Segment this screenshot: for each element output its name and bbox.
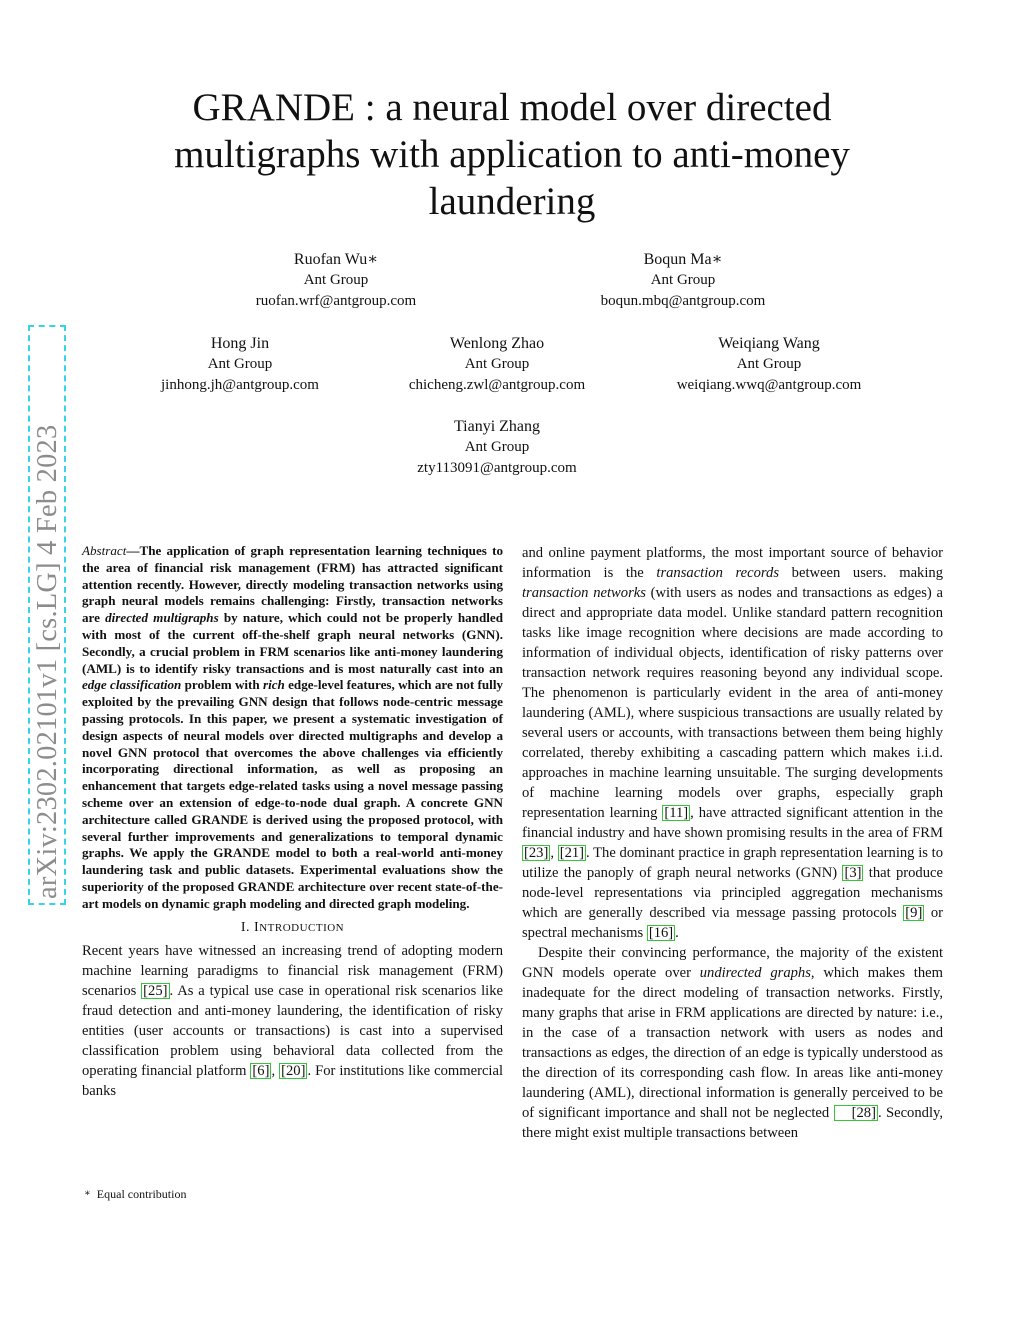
arxiv-stamp[interactable]: arXiv:2302.02101v1 [cs.LG] 4 Feb 2023 [28,325,66,905]
author-email: ruofan.wrf@antgroup.com [255,293,417,309]
citation-link[interactable]: [16] [648,925,674,941]
citation-link[interactable]: [28] [834,1105,878,1121]
author-block [384,333,610,396]
author-email: jinhong.jh@antgroup.com [161,377,319,393]
right-column [522,543,943,1143]
author-email: weiqiang.wwq@antgroup.com [676,377,862,393]
author-email: chicheng.zwl@antgroup.com [408,377,586,393]
author-name: Boqun Ma∗ [643,251,723,268]
abstract: Abstract—The application of graph representation learning techniques to the area of financial risk management (FRM) has attracted significant attention recently. However, directly modeling transaction networks using graph neural models remains challenging: Firstly, transaction networks are directed multigraphs by nature, which could not be properly handled with most of the current off-the-shelf graph neural networks (GNN). Secondly, a crucial problem in FRM scenarios like anti-money laundering (AML) is to identify risky transactions and is most naturally cast into an edge classification problem with rich edge-level features, which are not fully exploited by the prevailing GNN design that follows node-centric message passing protocols. In this paper, we present a systematic investigation of design aspects of neural models over directed multigraphs and develop a novel GNN protocol that overcomes the above challenges via efficiently incorporating directional information, as well as proposing an enhancement that targets edge-related tasks using a novel message passing scheme over an extension of edge-to-node dual graph. A concrete GNN architecture called GRANDE is derived using the proposed protocol, with several further improvements and generalizations to temporal dynamic graphs. We apply the GRANDE model to both a real-world anti-money laundering task and public datasets. Experimental evaluations show the superiority of the proposed GRANDE architecture over recent state-of-the-art models on dynamic graph modeling and directed graph modeling. [82,543,504,911]
paper-title: GRANDE : a neural model over directed multigraphs with application to anti-money laundering [174,86,850,223]
author-email: zty113091@antgroup.com [417,460,577,476]
author-affiliation: Ant Group [464,356,530,372]
abstract-lead: Abstract [82,543,127,558]
footnote [82,1186,186,1202]
body-paragraph: Despite their convincing performance, the majority of the existent GNN models operate over undirected graphs, which makes them inadequate for the direct modeling of transaction networks. Firstly, many graphs that arise in FRM applications are directed by nature: i.e., in the case of a transaction network with users as nodes and transactions as edges, the direction of an edge is typically understood as the direction of its corresponding cash flow. In areas like anti-money laundering (AML), directional information is generally perceived to be of significant importance and shall not be neglected [28] . Secondly, there might exist multiple transactions between [522,945,944,1141]
author-name: Hong Jin [210,335,270,352]
author-name: Wenlong Zhao [449,335,545,352]
author-email: boqun.mbq@antgroup.com [600,293,766,309]
author-block [572,249,794,312]
author-affiliation: Ant Group [303,272,369,288]
citation-link[interactable]: [20] [281,1062,306,1079]
author-block [652,333,886,396]
left-column [82,543,503,1101]
footnote-mark: ∗ [84,1188,91,1199]
citation-link[interactable]: [3] [844,865,862,881]
citation-link[interactable]: [25] [143,982,168,999]
author-affiliation: Ant Group [207,356,273,372]
citation-link[interactable]: [23] [524,845,549,861]
citation-link[interactable]: [11] [664,805,689,821]
author-affiliation: Ant Group [736,356,802,372]
author-name: Weiqiang Wang [718,335,820,352]
author-name: Tianyi Zhang [453,418,541,435]
footnote-text: Equal contribution [96,1187,187,1201]
section-heading-introduction: I. INTRODUCTION [240,919,345,935]
intro-paragraph: Recent years have witnessed an increasing trend of adopting modern machine learning paradigms to financial risk management (FRM) scenarios [25] . As a typical use case in operational risk scenarios like fraud detection and anti-money laundering, the identification of risky entities (user accounts or transactions) is cast into a supervised classification problem using behavioral data collected from the operating financial platform [6] , [20] . For institutions like commercial banks [82,942,504,1099]
citation-link[interactable]: [21] [559,845,585,861]
author-block [236,249,436,312]
author-block [397,416,597,479]
author-block [140,333,340,396]
author-name: Ruofan Wu∗ [293,251,379,268]
author-affiliation: Ant Group [650,272,716,288]
body-paragraph: and online payment platforms, the most important source of behavior information is the transaction records between users. making transaction networks (with users as nodes and transactions as edges) a direct and appropriate data model. Unlike standard pattern recognition tasks like image recognition where decisions are made according to information of individual objects, identification of risky patterns over transaction network requires reasoning beyond any individual scope. The phenomenon is particularly evident in the area of anti-money laundering (AML), where suspicious transactions are usually related by several users or accounts, with transactions between them being highly correlated, thereby exhibiting a cascading pattern which makes i.i.d. approaches in machine learning unsuitable. The surging developments of machine learning models over graphs, especially graph representation learning [11] , have attracted significant attention in the financial industry and have shown promising results in the area of FRM [23] , [21] . The dominant practice in graph representation learning is to utilize the panoply of graph neural networks (GNN) [3] that produce node-level representations via principled aggregation mechanisms which are generally described via message passing protocols [9] or spectral mechanisms [16] . [522,545,943,941]
citation-link[interactable]: [6] [252,1062,270,1079]
author-affiliation: Ant Group [464,439,530,455]
citation-link[interactable]: [9] [905,905,923,921]
